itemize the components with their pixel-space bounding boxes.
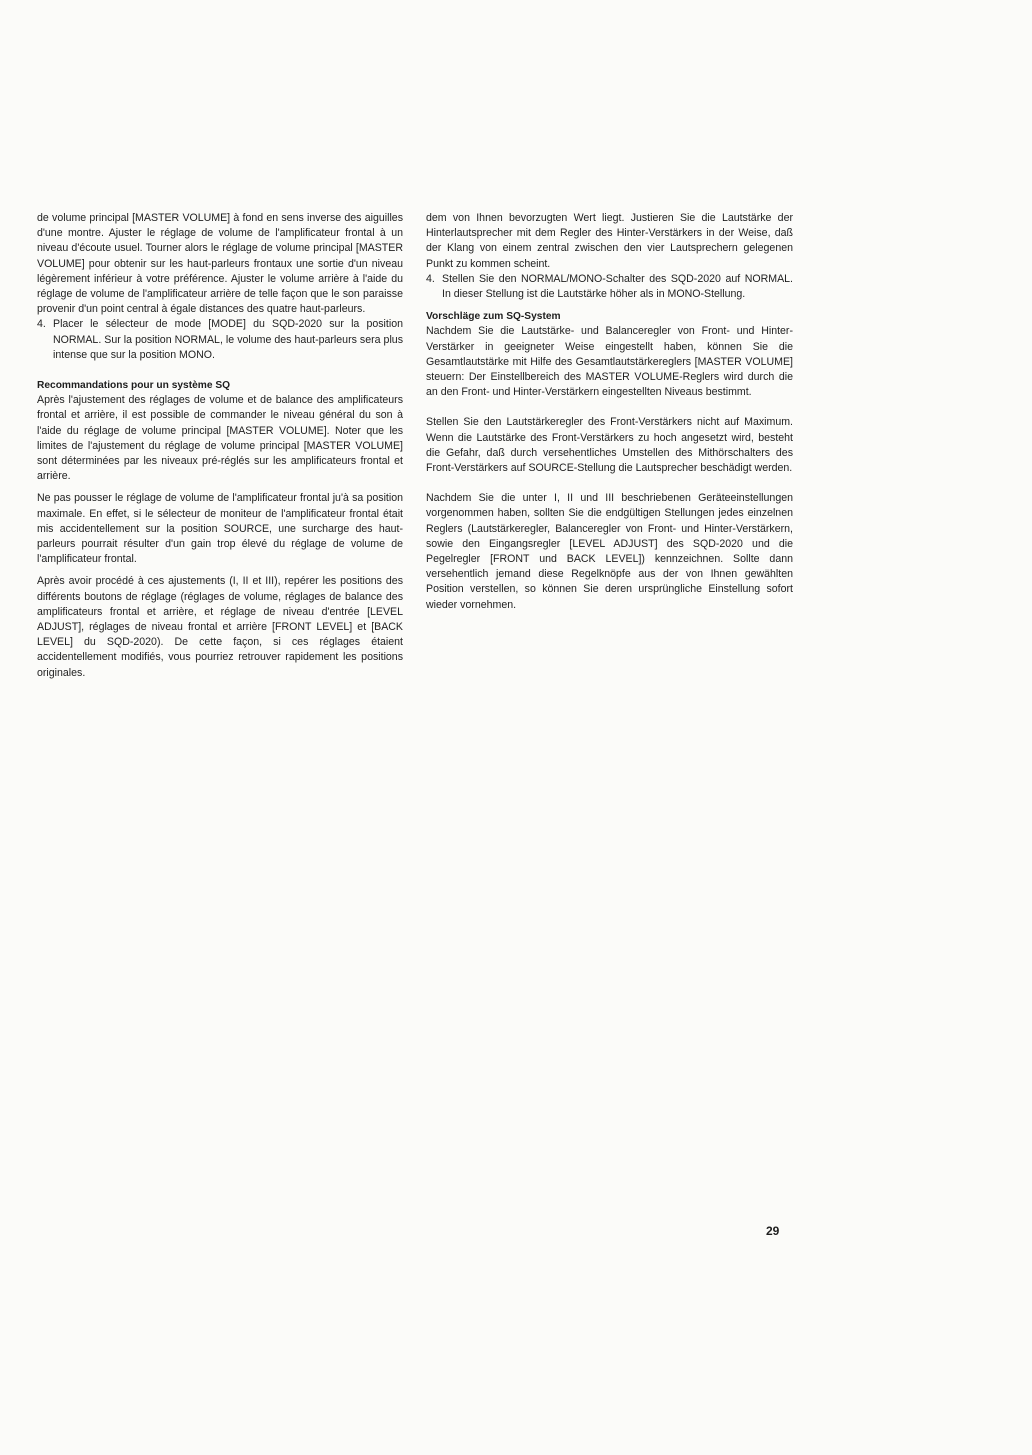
fr-step-4 [37,317,403,363]
fr-paragraph-warning: Ne pas pousser le réglage de volume de l'amplificateur frontal ju'à sa position maximale. En effet, si le sélecteur de moniteur de l'amplificateur frontal était mis accidentellement sur la position SOURCE, une surcharge des haut-parleurs pourrait résulter d'un gain trop élevé du réglage de volume de l'amplificateur frontal. [37,492,403,566]
de-step-4 [426,272,793,302]
german-column [426,211,793,613]
fr-section-heading: Recommandations pour un système SQ [37,380,231,392]
de-paragraph-master-volume: Nachdem Sie die Lautstärke- und Balanceregler von Front- und Hinter-Verstärker in geeigneter Weise eingestellt haben, können Sie die Gesamtlautstärke mit Hilfe des Gesamtlautstärkereglers [MASTER VOLUME] steuern: Der Einstellbereich des MASTER VOLUME-Reglers wird durch die an den Front- und Hinter-Verstärkern eingestellten Niveaus bestimmt. [426,325,793,399]
fr-paragraph-master-volume: Après l'ajustement des réglages de volume et de balance des amplificateurs frontal et arrière, il est possible de commander le niveau général du son à l'aide du réglage de volume principal [MASTER VOLUME]. Noter que les limites de l'ajustement du réglage de volume principal [MASTER VOLUME] sont déterminées par les niveaux pré-réglés sur les amplificateurs frontal et arrière. [37,394,403,483]
de-paragraph-mark-positions: Nachdem Sie die unter I, II und III beschriebenen Geräteeinstellungen vorgenommen haben, sollten Sie die endgültigen Stellungen jedes einzelnen Reglers (Lautstärkeregler, Balanceregler von Front- und Hinter-Verstärkern, sowie den Eingangsregler [LEVEL ADJUST] des SQD-2020 und die Pegelregler [FRONT und BACK LEVEL]) kennzeichnen. Sollte dann versehentlich jemand diese Regelknöpfe aus der von Ihnen gewählten Position verstellen, so können Sie deren ursprüngliche Einstellung sofort wieder vornehmen. [426,492,793,611]
fr-step-4-text: Placer le sélecteur de mode [MODE] du SQD-2020 sur la position NORMAL. Sur la position NORMAL, le volume des haut-parleurs sera plus intense que sur la position MONO. [53,318,403,361]
de-paragraph-warning: Stellen Sie den Lautstärkeregler des Front-Verstärkers nicht auf Maximum. Wenn die Lautstärke des Front-Verstärkers zu hoch angesetzt wird, besteht die Gefahr, daß durch versehentliches Umstellen des Mithörschalters des Front-Verstärkers auf SOURCE-Stellung die Lautsprecher beschädigt werden. [426,416,793,475]
fr-paragraph-mark-positions: Après avoir procédé à ces ajustements (I, II et III), repérer les positions des différents boutons de réglage (réglages de volume, réglages de balance des amplificateurs frontal et arrière, et réglage de niveau d'entrée [LEVEL ADJUST], réglages de niveau frontal et arrière [FRONT LEVEL] et [BACK LEVEL] du SQD-2020). De cette façon, si ces réglages étaient accidentellement modifiés, vous pourriez retrouver rapidement les positions originales. [37,575,403,679]
fr-paragraph-intro: de volume principal [MASTER VOLUME] à fond en sens inverse des aiguilles d'une montre. Ajuster le réglage de volume de l'amplificateur frontal à un niveau d'écoute usuel. Tourner alors le réglage de volume principal [MASTER VOLUME] pour obtenir sur les haut-parleurs frontaux une sortie d'un niveau légèrement inférieur à votre préférence. Ajuster le volume arrière à l'aide du réglage de volume de l'amplificateur arrière de telle façon que le son paraisse provenir d'un point central à égale distances des quatre haut-parleurs. [37,212,403,316]
fr-step-4-number: 4. [37,318,46,331]
french-column [37,211,403,681]
de-section-heading: Vorschläge zum SQ-System [426,311,561,323]
de-step-4-number: 4. [426,272,435,285]
de-paragraph-intro: dem von Ihnen bevorzugten Wert liegt. Justieren Sie die Lautstärke der Hinterlautsprecher mit dem Regler des Hinter-Verstärkers in der Weise, daß der Klang von einem zentral zwischen den vier Lautsprechern gelegenen Punkt zu kommen scheint. [426,212,793,270]
page-number: 29 [766,1224,780,1238]
de-step-4-text: Stellen Sie den NORMAL/MONO-Schalter des SQD-2020 auf NORMAL. In dieser Stellung ist die Lautstärke höher als in MONO-Stellung. [442,272,793,301]
